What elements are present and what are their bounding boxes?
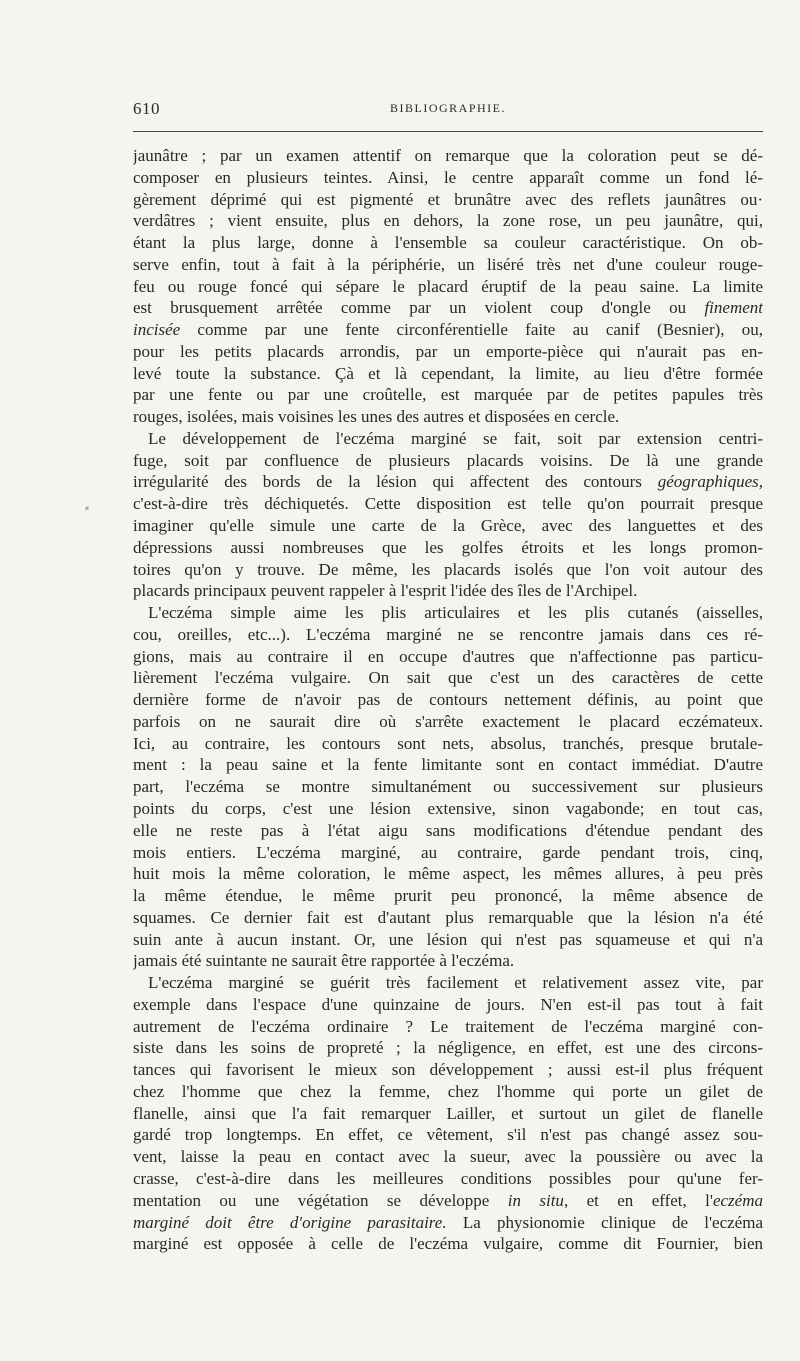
body-text [133,145,763,1255]
text-line [133,950,763,972]
line-text: gèrement déprimé qui est pigmenté et brunâtre avec des reflets jaunâtres ou· [133,189,763,209]
line-text: jaunâtre ; par un examen attentif on remarque que la coloration peut se dé- [133,146,763,165]
line-text: lièrement l'eczéma vulgaire. On sait que c'est un des caractères de cette [133,668,763,688]
text-line [133,733,763,755]
text-line [133,1059,763,1081]
text-line [133,428,763,450]
line-text: gardé trop longtemps. En effet, ce vêtement, s'il n'est pas changé assez sou- [133,1125,763,1145]
text-line [133,297,763,319]
text-line [133,1233,763,1255]
line-text: placards principaux peuvent rappeler à l'esprit l'idée des îles de l'Archipel. [133,581,638,601]
line-text: irrégularité des bords de la lésion qui affectent des contours [133,472,658,492]
text-line [133,776,763,798]
line-text: feu ou rouge foncé qui sépare le placard éruptif de la peau saine. La limite [133,276,763,296]
page-number: 610 [133,99,160,118]
line-text: chez l'homme que chez la femme, chez l'homme qui porte un gilet de [133,1081,763,1101]
line-text: parfois on ne saurait dire où s'arrête exactement le placard eczémateux. [133,711,763,731]
line-text: flanelle, ainsi que l'a fait remarquer Lailler, et surtout un gilet de flanelle [133,1103,763,1123]
text-line [133,493,763,515]
text-line [133,798,763,820]
text-line [133,1168,763,1190]
text-line [133,384,763,406]
text-line [133,994,763,1016]
line-text: suin ante à aucun instant. Or, une lésion qui n'est pas squameuse et qui n'a [133,929,763,949]
line-text: ment : la peau saine et la fente limitante sont en contact immédiat. D'autre [133,755,763,775]
line-text: toires qu'on y trouve. De même, les placards isolés que l'on voit autour des [133,559,763,579]
text-line [133,624,763,646]
text-line [133,319,763,341]
line-text: comme par une fente circonférentielle faite au canif (Besnier), ou, [180,320,763,340]
text-line [133,145,763,167]
line-text: étant la plus large, donne à l'ensemble sa couleur caractéristique. On ob- [133,233,763,253]
italic-text: incisée [133,320,181,340]
line-text: mois entiers. L'eczéma marginé, au contraire, garde pendant trois, cinq, [133,842,763,862]
header-rule [133,131,763,132]
line-text: Le développement de l'eczéma marginé se fait, soit par extension centri- [148,428,763,448]
text-line [133,1146,763,1168]
line-text: part, l'eczéma se montre simultanément ou successivement sur plusieurs [133,777,763,797]
line-text: crasse, c'est-à-dire dans les meilleures conditions possibles pour qu'une fer- [133,1168,763,1188]
text-line [133,929,763,951]
line-text: mentation ou une végétation se développe [133,1190,508,1210]
text-line [133,667,763,689]
line-text: par une fente ou par une croûtelle, est marquée par de petites papules très [133,385,763,405]
text-line [133,254,763,276]
running-head: BIBLIOGRAPHIE. [390,101,506,115]
line-text: marginé est opposée à celle de l'eczéma vulgaire, comme dit Fournier, bien [133,1234,763,1254]
text-line [133,842,763,864]
text-line [133,1037,763,1059]
text-line [133,754,763,776]
text-line [133,885,763,907]
text-line [133,907,763,929]
text-line [133,1124,763,1146]
line-text: jamais été suintante ne saurait être rapportée à l'eczéma. [133,951,515,971]
line-text: La physionomie clinique de l'eczéma [446,1212,763,1232]
text-line [133,363,763,385]
line-text: gions, mais au contraire il en occupe d'autres que n'affectionne pas particu- [133,646,763,666]
text-line [133,210,763,232]
italic-text: in situ [507,1190,564,1210]
line-text: squames. Ce dernier fait est d'autant plus remarquable que la lésion n'a été [133,907,763,927]
text-line [133,863,763,885]
italic-text: marginé doit être d'origine parasitaire. [133,1212,447,1232]
line-text: tances qui favorisent le mieux son développement ; aussi est-il plus fréquent [133,1060,763,1080]
page-header [133,99,763,123]
line-text: rouges, isolées, mais voisines les unes des autres et disposées en cercle. [133,407,620,427]
text-line [133,711,763,733]
text-line [133,406,763,428]
text-line [133,515,763,537]
line-text: L'eczéma simple aime les plis articulaires et les plis cutanés (aisselles, [148,603,763,623]
text-line [133,1103,763,1125]
text-line [133,1081,763,1103]
line-text: serve enfin, tout à fait à la périphérie, un liséré très net d'une couleur rouge- [133,254,763,274]
text-line [133,1212,763,1234]
line-text: points du corps, c'est une lésion extensive, sinon vagabonde; en tout cas, [133,798,763,818]
text-line [133,450,763,472]
line-text: cou, oreilles, etc...). L'eczéma marginé ne se rencontre jamais dans ces ré- [133,624,763,644]
text-line [133,1190,763,1212]
margin-mark: ⸗ [85,500,89,514]
italic-text: géographiques, [657,472,763,492]
text-line [133,341,763,363]
line-text: pour les petits placards arrondis, par un emporte-pièce qui n'aurait pas en- [133,341,763,361]
line-text: elle ne reste pas à l'état aigu sans modifications d'étendue pendant des [133,820,763,840]
line-text: fuge, soit par confluence de plusieurs placards voisins. De là une grande [133,450,763,470]
line-text: vent, laisse la peau en contact avec la sueur, avec la poussière ou avec la [133,1147,763,1167]
text-line [133,559,763,581]
text-line [133,471,763,493]
line-text: L'eczéma marginé se guérit très facilement et relativement assez vite, par [148,973,763,993]
text-line [133,646,763,668]
line-text: autrement de l'eczéma ordinaire ? Le traitement de l'eczéma marginé con- [133,1016,763,1036]
text-line [133,689,763,711]
line-text: levé toute la substance. Çà et là cependant, la limite, au lieu d'être formée [133,363,763,383]
line-text: huit mois la même coloration, le même aspect, les mêmes allures, à peu près [133,864,763,884]
line-text: c'est-à-dire très déchiquetés. Cette disposition est telle qu'on pourrait presque [133,494,763,514]
line-text: Ici, au contraire, les contours sont nets, absolus, tranchés, presque brutale- [133,733,763,753]
text-line [133,189,763,211]
line-text: imaginer qu'elle simule une carte de la Grèce, avec des languettes et des [133,516,763,536]
line-text: la même étendue, le même prurit peu prononcé, la même absence de [133,886,763,906]
line-text: exemple dans l'espace d'une quinzaine de jours. N'en est-il pas tout à fait [133,994,763,1014]
text-line [133,972,763,994]
italic-text: finement [704,298,763,318]
text-line [133,602,763,624]
line-text: dernière forme de n'avoir pas de contours nettement définis, au point que [133,690,763,710]
text-line [133,1016,763,1038]
text-line [133,232,763,254]
text-line [133,167,763,189]
line-text: siste dans les soins de propreté ; la négligence, en effet, est une des circons- [133,1038,763,1058]
text-line [133,820,763,842]
line-text: dépressions aussi nombreuses que les golfes étroits et les longs promon- [133,537,763,557]
line-text: , et en effet, l' [563,1190,713,1210]
line-text: est brusquement arrêtée comme par un violent coup d'ongle ou [133,298,705,318]
text-line [133,537,763,559]
line-text: verdâtres ; vient ensuite, plus en dehors, la zone rose, un peu jaunâtre, qui, [133,211,763,231]
line-text: composer en plusieurs teintes. Ainsi, le centre apparaît comme un fond lé- [133,167,763,187]
text-line [133,580,763,602]
italic-text: eczéma [712,1190,763,1210]
text-line [133,276,763,298]
